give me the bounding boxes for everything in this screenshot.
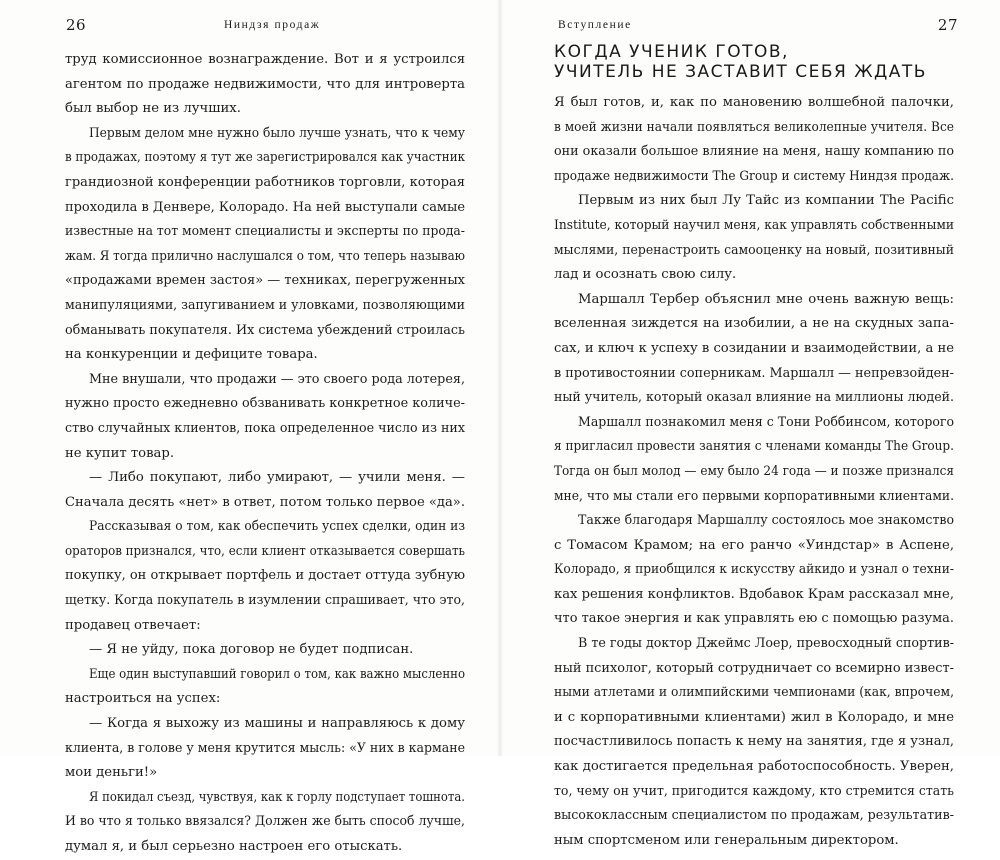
text-line-content: Первым делом мне нужно было лучше узнать, что к чему: [89, 125, 466, 141]
text-line-content: Первым из них был Лу Тайс из компании The Pacific: [578, 193, 954, 209]
text-line: [65, 638, 465, 663]
text-line: [554, 116, 954, 141]
text-line-content: в продажах, поэтому я тут же зарегистрировался как участник: [65, 150, 465, 166]
text-line: [65, 737, 465, 762]
chapter-heading: [554, 42, 974, 82]
text-line: [65, 786, 465, 811]
text-line: [65, 564, 465, 589]
left-body-text: [65, 48, 465, 860]
text-line-content: Мне внушали, что продажи — это своего рода лотерея,: [89, 371, 466, 387]
text-line: [554, 485, 954, 510]
text-line-content: Еще один выступавший говорил о том, как важно мысленно: [89, 666, 466, 682]
text-line: [65, 269, 465, 294]
text-line: [554, 460, 954, 485]
text-line: [554, 657, 954, 682]
text-line: [554, 632, 954, 657]
text-line: [65, 589, 465, 614]
chapter-heading-line: УЧИТЕЛЬ НЕ ЗАСТАВИТ СЕБЯ ЖДАТЬ: [554, 62, 927, 82]
text-line: [65, 97, 465, 122]
right-page: [503, 0, 1000, 848]
text-line: [65, 761, 465, 786]
text-line: [65, 122, 465, 147]
text-line-content: в противостоянии соперникам. Маршалл — непревзойден-: [554, 365, 954, 381]
text-line-content: сах, и ключ к успеху в созидании и взаимодействии, а не: [554, 340, 954, 356]
left-page: [0, 0, 497, 854]
text-line: [554, 681, 954, 706]
text-line-content: — Когда я выхожу из машины и направляюсь к дому: [89, 716, 465, 732]
text-line: [554, 435, 954, 460]
text-line-content: Рассказывая о том, как обеспечить успех сделки, один из: [89, 519, 465, 535]
text-line: [554, 730, 954, 755]
text-line: [554, 804, 954, 829]
text-line-content: мои деньги!»: [65, 765, 158, 781]
text-line: [65, 540, 465, 565]
text-line-content: ными атлетами и олимпийскими чемпионами (как, впрочем,: [554, 685, 955, 701]
text-line: [65, 319, 465, 344]
text-line: [554, 288, 954, 313]
text-line: [65, 48, 465, 73]
text-line-content: жам. Я тогда прилично наслушался о том, что теперь называю: [65, 248, 466, 264]
text-line: [65, 663, 465, 688]
text-line-content: Я покидал съезд, чувствуя, как к горлу подступает тошнота.: [89, 789, 466, 805]
text-line-content: то, чему он учит, пригодится каждому, кто стремится стать: [554, 783, 954, 799]
text-line-content: посчастливилось попасть к нему на занятия, где я узнал,: [554, 734, 955, 750]
right-body-text: [554, 91, 954, 853]
text-line: [65, 343, 465, 368]
text-line-content: Маршалл Тербер объяснил мне очень важную вещь:: [578, 291, 954, 307]
text-line-content: щетку. Когда покупатель в изумлении спрашивает, что это,: [65, 593, 465, 609]
text-line: [554, 214, 954, 239]
text-line-content: Колорадо, я приобщился к искусству айкидо и узнал о техни-: [554, 562, 954, 578]
text-line-content: они оказали большое влияние на меня, нашу компанию по: [554, 144, 954, 160]
text-line-content: проходила в Денвере, Колорадо. На ней выступали самые: [65, 199, 465, 215]
left-running-head: [0, 16, 497, 40]
text-line: [554, 509, 954, 534]
text-line-content: в моей жизни начали появляться великолепные учителя. Все: [554, 119, 954, 135]
text-line: [65, 146, 465, 171]
text-line: [554, 239, 954, 264]
text-line: [554, 534, 954, 559]
text-line: [65, 466, 465, 491]
text-line-content: ный учитель, который оказал влияние на миллионы людей.: [554, 390, 955, 406]
text-line: [65, 835, 465, 860]
text-line: [554, 411, 954, 436]
text-line-content: что такое энергия и как управлять ею с помощью разума.: [554, 611, 954, 627]
text-line-content: я пригласил провести занятия с членами команды The Group.: [554, 439, 954, 455]
text-line: [65, 171, 465, 196]
text-line-content: Также благодаря Маршаллу состоялось мое знакомство: [578, 513, 955, 529]
text-line-content: грандиозной конференции работников торговли, которая: [65, 174, 466, 190]
text-line: [65, 491, 465, 516]
text-line-content: как достигается предельная работоспособность. Уверен,: [554, 759, 954, 775]
text-line-content: Institute, который научил меня, как управлять собственными: [554, 217, 954, 233]
text-line: [554, 140, 954, 165]
text-line: [65, 294, 465, 319]
left-running-title: Ниндзя продаж: [224, 19, 321, 31]
text-line-content: лад и осознать свою силу.: [554, 267, 737, 283]
text-line-content: — Либо покупают, либо умирают, — учили меня. —: [89, 470, 465, 486]
text-line: [554, 780, 954, 805]
text-line: [554, 755, 954, 780]
text-line: [65, 442, 465, 467]
text-line-content: вселенная зиждется на изобилии, а не на скудных запа-: [554, 316, 955, 332]
text-line-content: ораторов признался, что, если клиент отказывается совершать: [65, 543, 466, 559]
text-line-content: продаже недвижимости The Group и систему Ниндзя продаж.: [554, 168, 954, 184]
text-line: [554, 91, 954, 116]
text-line-content: высококлассным специалистом по продажам, результатив-: [554, 808, 954, 824]
text-line-content: не купит товар.: [65, 445, 175, 461]
text-line: [65, 368, 465, 393]
text-line: [554, 263, 954, 288]
text-line-content: «продажами времен застоя» — техниках, перегруженных: [65, 273, 465, 289]
text-line: [554, 337, 954, 362]
text-line: [65, 687, 465, 712]
text-line: [554, 362, 954, 387]
text-line: [554, 189, 954, 214]
text-line-content: манипуляциями, запугиванием и уловками, позволяющими: [65, 297, 466, 313]
text-line-content: Маршалл познакомил меня с Тони Роббинсом, которого: [578, 414, 955, 430]
text-line: [65, 712, 465, 737]
text-line-content: В те годы доктор Джеймс Лоер, превосходный спортив-: [578, 636, 954, 652]
text-line: [554, 706, 954, 731]
text-line-content: ным спортсменом или генеральным директором.: [554, 832, 899, 848]
text-line: [65, 417, 465, 442]
text-line-content: Сначала десять «нет» в ответ, потом только первое «да».: [65, 494, 465, 510]
text-line-content: — Я не уйду, пока договор не будет подписан.: [89, 642, 414, 658]
text-line: [65, 392, 465, 417]
text-line-content: Я был готов, и, как по мановению волшебной палочки,: [554, 95, 954, 110]
text-line-content: ках решения конфликтов. Вдобавок Крам рассказал мне,: [554, 586, 954, 602]
text-line-content: труд комиссионное вознаграждение. Вот и я устроился: [65, 52, 466, 67]
text-line-content: агентом по продаже недвижимости, что для интроверта: [65, 76, 465, 92]
text-line: [554, 386, 954, 411]
text-line-content: Тогда он был молод — ему было 24 года — и позже признался: [554, 463, 955, 479]
chapter-heading-line: КОГДА УЧЕНИК ГОТОВ,: [554, 42, 789, 62]
text-line: [554, 583, 954, 608]
right-page-number: 27: [937, 16, 958, 34]
text-line-content: мне, что мы стали его первыми корпоративными клиентами.: [554, 488, 955, 504]
text-line: [554, 607, 954, 632]
text-line: [65, 220, 465, 245]
text-line-content: известные на тот момент специалисты и эксперты по прода-: [65, 224, 465, 240]
text-line: [554, 829, 954, 854]
text-line-content: думал я, и был серьезно настроен его отыскать.: [65, 839, 403, 854]
text-line-content: нужно просто ежедневно обзванивать конкретное количе-: [65, 396, 466, 412]
right-running-title: Вступление: [558, 19, 632, 31]
text-line-content: продавец отвечает:: [65, 617, 201, 633]
text-line-content: И во что я только ввязался? Должен же быть способ лучше,: [65, 814, 465, 830]
text-line: [554, 558, 954, 583]
text-line-content: на конкуренции и дефиците товара.: [65, 347, 318, 363]
text-line-content: мыслями, перенастроить самооценку на новый, позитивный: [554, 242, 954, 258]
text-line: [65, 614, 465, 639]
text-line: [554, 312, 954, 337]
text-line-content: с Томасом Крамом; на его ранчо «Уиндстар» в Аспене,: [554, 537, 955, 553]
text-line-content: клиента, в голове у меня крутится мысль: «У них в кармане: [65, 740, 465, 756]
text-line: [65, 515, 465, 540]
text-line: [65, 73, 465, 98]
text-line-content: был выбор не из лучших.: [65, 101, 241, 117]
text-line: [65, 245, 465, 270]
text-line: [65, 810, 465, 835]
text-line: [554, 165, 954, 190]
text-line-content: обманывать покупателя. Их система убеждений строилась: [65, 322, 465, 338]
right-running-head: [503, 16, 1000, 40]
text-line-content: и с корпоративными клиентами) жил в Колорадо, и мне: [554, 709, 955, 725]
left-page-number: 26: [66, 16, 87, 34]
text-line-content: настроиться на успех:: [65, 691, 221, 707]
text-line: [65, 196, 465, 221]
text-line-content: покупку, он открывает портфель и достает оттуда зубную: [65, 568, 466, 584]
text-line-content: ный психолог, который сотрудничает со всемирно извест-: [554, 660, 955, 676]
text-line-content: ство случайных клиентов, пока определенное число из них: [65, 420, 465, 436]
